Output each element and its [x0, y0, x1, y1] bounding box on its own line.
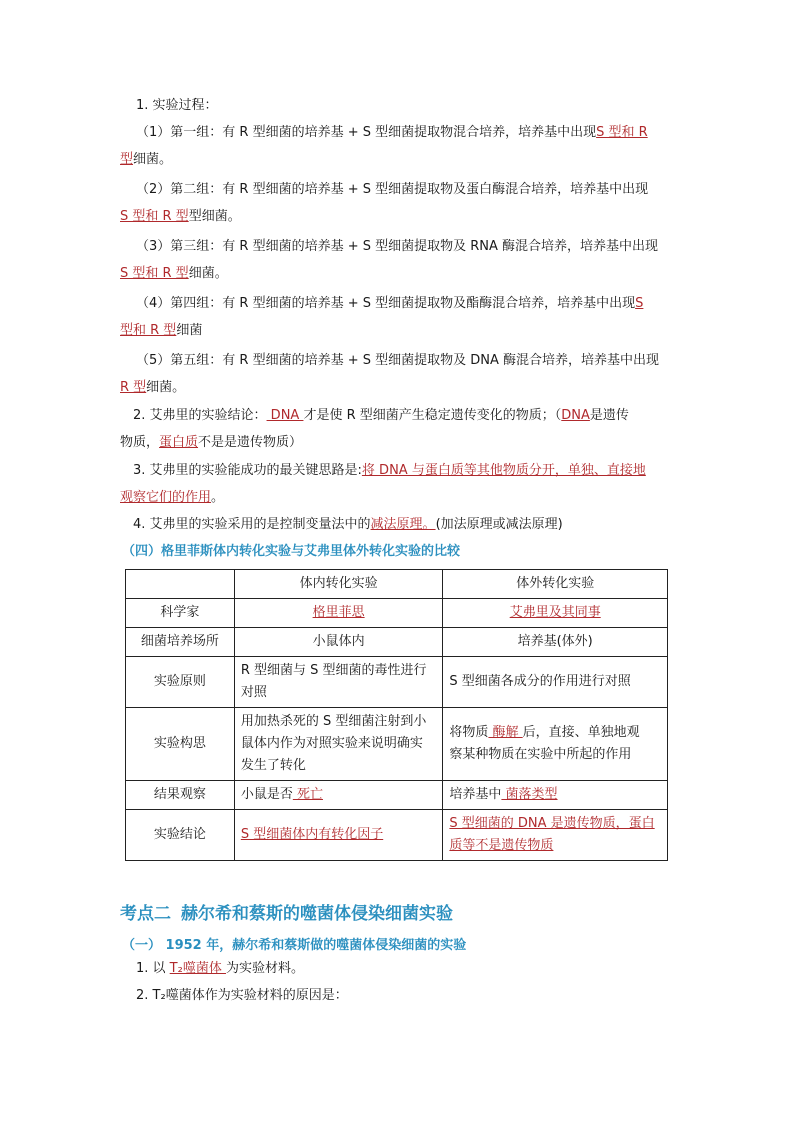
cell-text: 将物质: [449, 725, 489, 740]
cell-text: 用加热杀死的 S 型细菌注射到小: [240, 714, 427, 729]
comparison-table: [125, 569, 668, 861]
cell-text: 鼠体内作为对照实验来说明确实: [240, 736, 423, 751]
row-label: 实验构思: [126, 708, 235, 781]
table-row: [126, 599, 668, 628]
table-cell: S 型细菌各成分的作用进行对照: [443, 657, 668, 708]
cell-text: 培养基中: [449, 787, 502, 802]
cell-text: 小鼠是否: [240, 787, 293, 802]
group2-line-2: [120, 208, 241, 226]
cell-answer: S 型细菌的 DNA 是遗传物质，蛋白: [449, 816, 655, 831]
group1-text: （1）第一组：有 R 型细菌的培养基 + S 型细菌提取物混合培养，培养基中出现: [136, 125, 597, 140]
conclusion-text-2: 是遗传: [589, 408, 629, 423]
section1-heading: 1. 实验过程：: [136, 98, 218, 113]
key-idea-label: 3. 艾弗里的实验能成功的最关键思路是:: [133, 463, 362, 478]
conclusion-answer-dna-2: DNA: [561, 408, 590, 423]
group4-answer-cont: 型和 R 型: [120, 323, 177, 338]
cell-answer: 菌落类型: [501, 787, 558, 802]
cell-answer: 格里菲思: [312, 605, 365, 620]
table-cell: [234, 708, 443, 781]
group4-line: [136, 295, 643, 313]
method-note: (加法原理或减法原理): [435, 517, 563, 532]
table-header-cell: 体外转化实验: [443, 570, 668, 599]
comparison-heading: （四）格里菲斯体内转化实验与艾弗里体外转化实验的比较: [122, 544, 461, 559]
key-idea-answer-cont: 观察它们的作用: [120, 490, 212, 505]
conclusion-text: 才是使 R 型细菌产生稳定遗传变化的物质；（: [303, 408, 562, 423]
key-idea-line-2: [120, 489, 224, 507]
row-label: 结果观察: [126, 781, 235, 810]
cell-text: 察某种物质在实验中所起的作用: [449, 747, 632, 762]
row-label: 细菌培养场所: [126, 628, 235, 657]
group5-line-2: [120, 379, 185, 397]
point2-title: [120, 903, 453, 925]
key-idea-end: 。: [211, 490, 225, 505]
key-idea-answer: 将 DNA 与蛋白质等其他物质分开，单独、直接地: [361, 463, 646, 478]
group1-end: 细菌。: [133, 152, 173, 167]
group1-answer: S 型和 R: [596, 125, 648, 140]
table-header-cell: 体内转化实验: [234, 570, 443, 599]
group1-line: [136, 124, 648, 142]
table-row: [126, 781, 668, 810]
method-line: [133, 516, 563, 534]
group3-end: 细菌。: [188, 266, 228, 281]
group1-answer-cont: 型: [120, 152, 134, 167]
table-row: [126, 628, 668, 657]
group5-answer: R 型: [120, 380, 147, 395]
table-cell: [234, 781, 443, 810]
table-header-row: [126, 570, 668, 599]
table-cell: [443, 810, 668, 861]
group2-end: 型细菌。: [188, 209, 241, 224]
table-row: [126, 657, 668, 708]
conclusion-line-2: [120, 434, 302, 452]
cell-text: 对照: [240, 685, 267, 700]
key-idea-line: [133, 462, 646, 480]
cell-answer: 酶解: [488, 725, 523, 740]
group2-line: （2）第二组：有 R 型细菌的培养基 + S 型细菌提取物及蛋白酶混合培养，培养基中出现: [136, 182, 649, 197]
table-row: [126, 810, 668, 861]
cell-answer: S 型细菌体内有转化因子: [240, 827, 384, 842]
conclusion-text-3: 物质，: [120, 435, 160, 450]
group4-end: 细菌: [176, 323, 203, 338]
conclusion-line: [133, 407, 629, 425]
group3-line-2: [120, 265, 228, 283]
method-label: 4. 艾弗里的实验采用的是控制变量法中的: [133, 517, 371, 532]
item1-line: [136, 960, 304, 978]
cell-answer: 质等不是遗传物质: [449, 838, 554, 853]
table-cell: [443, 708, 668, 781]
group2-answer: S 型和 R 型: [120, 209, 189, 224]
cell-text: R 型细菌与 S 型细菌的毒性进行: [240, 663, 427, 678]
cell-text: 发生了转化: [240, 758, 306, 773]
point2-label: 考点二: [120, 904, 171, 924]
subsection-heading: （一） 1952 年，赫尔希和蔡斯做的噬菌体侵染细菌的实验: [122, 938, 467, 953]
table-cell: [443, 781, 668, 810]
method-answer: 减法原理。: [370, 517, 436, 532]
group5-end: 细菌。: [146, 380, 186, 395]
group4-text: （4）第四组：有 R 型细菌的培养基 + S 型细菌提取物及酯酶混合培养，培养基中出现: [136, 296, 636, 311]
conclusion-answer-protein: 蛋白质: [159, 435, 199, 450]
table-cell: [234, 810, 443, 861]
table-row: [126, 708, 668, 781]
group3-answer: S 型和 R 型: [120, 266, 189, 281]
cell-answer: 艾弗里及其同事: [509, 605, 601, 620]
item2-line: 2. T₂噬菌体作为实验材料的原因是：: [136, 988, 348, 1003]
table-cell: 培养基(体外): [443, 628, 668, 657]
cell-answer: 死亡: [292, 787, 323, 802]
item1-answer: T₂噬菌体: [169, 961, 226, 976]
row-label: 实验结论: [126, 810, 235, 861]
row-label: 科学家: [126, 599, 235, 628]
table-header-cell: [126, 570, 235, 599]
item1-end: 为实验材料。: [225, 961, 304, 976]
point2-heading: 赫尔希和蔡斯的噬菌体侵染细菌实验: [181, 904, 453, 924]
row-label: 实验原则: [126, 657, 235, 708]
group4-answer: S: [635, 296, 644, 311]
group3-line: （3）第三组：有 R 型细菌的培养基 + S 型细菌提取物及 RNA 酶混合培养，培养基中出现: [136, 239, 659, 254]
table-cell: 小鼠体内: [234, 628, 443, 657]
group1-line-2: [120, 151, 172, 169]
item1-text: 1. 以: [136, 961, 170, 976]
group5-line: （5）第五组：有 R 型细菌的培养基 + S 型细菌提取物及 DNA 酶混合培养，培养基中出现: [136, 353, 660, 368]
cell-text: 后，直接、单独地观: [522, 725, 640, 740]
conclusion-text-4: 不是是遗传物质）: [198, 435, 303, 450]
group4-line-2: [120, 322, 202, 340]
conclusion-label: 2. 艾弗里的实验结论：: [133, 408, 267, 423]
table-cell: [234, 657, 443, 708]
conclusion-answer-dna: DNA: [266, 408, 304, 423]
